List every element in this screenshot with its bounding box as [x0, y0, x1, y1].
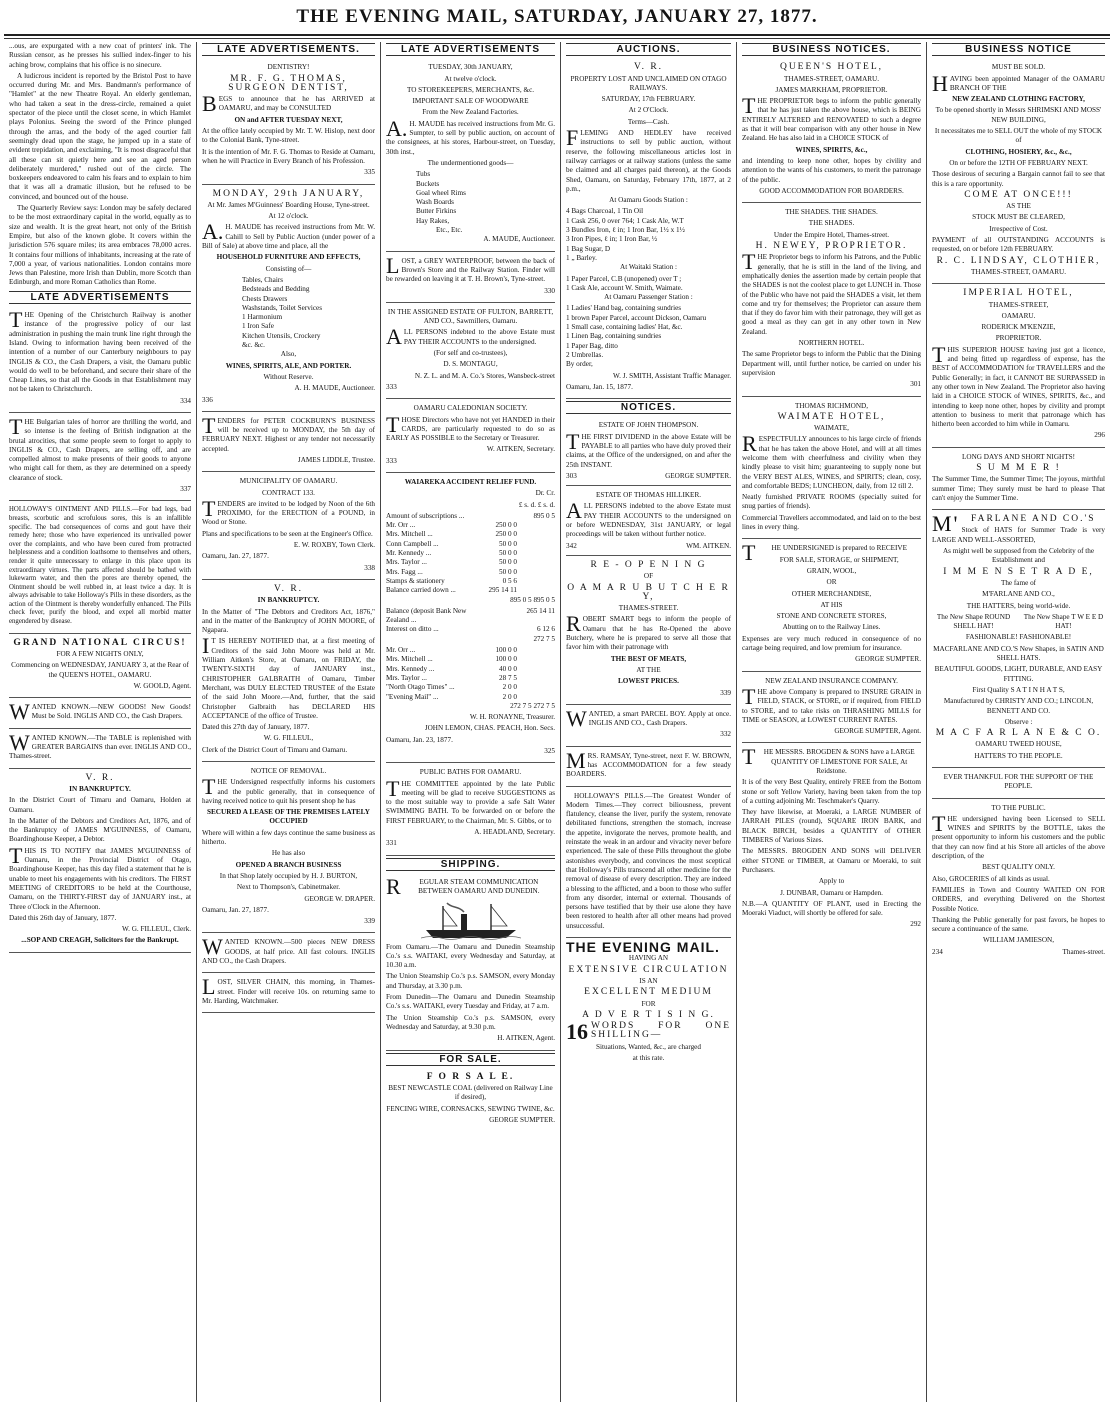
fund-row: Interest on ditto ... 6 12 6 [386, 625, 555, 634]
advertisement: THOMAS RICHMOND, WAIMATE HOTEL, WAIMATE, RESPECTFULLY announces to his large circle of friends that he has taken the above Hotel, and will at all times welcome them with cheerfulness and civility when they kindly please to visit him; guaranteeing to supply none but the VERY BEST ALES, WINES, and SPIRITS; clean, cosy, and comfortable BEDS; LUNCHEON, daily, from 12 till 2. Neatly furnished PRIVATE ROOMS (specially suited for snug parties of friends). Commercial Travellers accommodated, and laid on to the best lines in every thing. [742, 399, 921, 540]
section-header: LATE ADVERTISEMENTS [386, 43, 555, 56]
advertisement: LOST, SILVER CHAIN, this morning, in Thames-street. Finder will receive 10s. on returning same to Mr. Harding, Watchmaker. [202, 975, 375, 1013]
advertisement: M'FARLANE AND CO.'S Stock of HATS for Summer Trade is very LARGE AND WELL-ASSORTED, As might well be supposed from the Celebrity of the Establishment and I M M E N S E T R A D E, The fame of M'FARLANE AND CO., THE HATTERS, being world-wide. The New Shape ROUND SHELL HAT! The New Shape T W E E D HAT! FASHIONABLE! FASHIONABLE! MACFARLANE AND CO.'S New Shapes, in SATIN AND SHELL HATS. BEAUTIFUL GOODS, LIGHT, DURABLE, AND EASY FITTING. First Quality S A T I N H A T S, Manufactured by CHRISTY AND CO.; LINCOLN, BENNETT AND CO. Observe : M A C F A R L A N E & C O. OAMARU TWEED HOUSE, HATTERS TO THE PEOPLE. [932, 512, 1105, 768]
column-3 [380, 42, 560, 1402]
fund-row: Mrs. Mitchell ... 100 0 0 [386, 655, 517, 664]
column-2 [196, 42, 380, 1402]
advertisement: THE Bulgarian tales of horror are thrilling the world, and so intense is the feeling of British indignation at the brutal atrocities, that some people seem to forget to apply to INGLIS & CO., Cash Drapers, are selling off, and are compelled almost to make presents of their goods to anyone who might call for them, as they are determined on a speedy clearance of stock. 337 [9, 415, 191, 501]
advertisement: HOLLOWAY'S OINTMENT AND PILLS.—For bad legs, bad breasts, scorbutic and scrofulous sores, this is an infallible specific. The bad consequences of corns and gout have their remedy here; those who have experienced its unrivalled power over the complaints, and who have been cured from protracted helplessness and a condition loathsome to themselves and others, render it quite unnecessary to enlarge in this place upon its extraordinary virtues. The parts affected should be bathed with lukewarm water, and then the pores are thereby opened, the Ointment should be well rubbed in, at least twice a day. It is always advisable to take Holloway's Pills in these disorders, as the action of the Ointment is thereby wonderfully enhanced. The Pills check fever, purify the blood, and expel all morbid matter engendered by disease. [9, 503, 191, 633]
advertisement: PUBLIC BATHS FOR OAMARU. THE COMMITTEE appointed by the late Public meeting will be glad to receive SUGGESTIONS as to the most suitable way to provide a safe Salt Water SWIMMING BATH. To be forwarded on or before the FIRST FEBRUARY, to the Chairman, Mr. S. Gibbs, or to A. HEADLAND, Secretary. 331 [386, 765, 555, 855]
advertisement: TENDERS for PETER COCKBURN'S BUSINESS will be received up to MONDAY, the 5th day of FEBRUARY NEXT. Highest or any tender not necessarily accepted. JAMES LIDDLE, Trustee. [202, 414, 375, 472]
advertisement: ESTATE OF THOMAS HILLIKER. ALL PERSONS indebted to the above Estate must PAY THEIR ACCOUNTS to the undersigned on or before WEDNESDAY, 31st JANUARY, or legal proceedings will be taken without further notice. 342 WM. AITKEN. [566, 488, 731, 556]
fund-row: Mrs. Kennedy ... 40 0 0 [386, 664, 517, 673]
section-header: BUSINESS NOTICE [932, 43, 1105, 56]
advertisement: WANTED, a smart PARCEL BOY. Apply at once. INGLIS AND CO., Cash Drapers. 332 [566, 707, 731, 747]
fund-row: Mrs. Fagg ... 50 0 0 [386, 567, 517, 576]
advertisement: IMPERIAL HOTEL, THAMES-STREET, OAMARU. RODERICK M'KENZIE, PROPRIETOR. THIS SUPERIOR HOUSE having just got a licence, and being fitted up regardless of expense, has the BEST of ACCOMMODATION for TRAVELLERS and the Public Generally; in fact, it CANNOT BE SURPASSED in any other town in New Zealand. The Proprietor also having laid in a CHOICE STOCK of WINES, SPIRITS, &c., and intending to keep none other, hopes by civility and prompt attention to business to merit that patronage which has hitherto been accorded to him while in Oamaru. 296 [932, 286, 1105, 447]
fund-row: "Evening Mail" ... 2 0 0 [386, 692, 517, 701]
relief-fund-table: WAIAREKA ACCIDENT RELIEF FUND. Dr. Cr. £ s. d. £ s. d. Amount of subscriptions ... 895 0 5 Mr. Orr ... 250 0 0 Mrs. Mitchell ... 250 0 0 Conn Campbell ... 50 0 0 Mr. Kennedy ... 50 0 0 Mrs. Taylor ... 50 0 0 Mrs. Fagg ... 50 0 0 Stamps & stationery 0 5 6 Balance carried down ... 295 14 11 895 0 5 895 0 5 Balance (deposit Bank New Zealand ... 265 14 11 Interest on ditto ... 6 12 6 272 7 5 Mr. Orr ... 100 0 0 Mrs. Mitchell ... 100 0 0 Mrs. Kennedy ... 40 0 0 Mrs. Taylor ... 28 7 5 "North Otago Times" ... 2 0 0 "Evening Mail" ... 2 0 0 272 7 5 272 7 5 W. H. RONAYNE, Treasurer. JOHN LEMON, CHAS. PEACH, Hon. Secs. Oamaru, Jan. 23, 1877. 325 [386, 475, 555, 763]
advertisement: IN THE ASSIGNED ESTATE OF FULTON, BARRETT, AND CO., Sawmillers, Oamaru. ALL PERSONS indebted to the above Estate must PAY THEIR ACCOUNTS to the undersigned. (For self and co-trustees), D. S. MONTAGU, N. Z. L. and M. A. Co.'s Stores, Wansbeck-street 333 [386, 305, 555, 399]
advertisement: DENTISTRY! MR. F. G. THOMAS, SURGEON DENTIST, BEGS to announce that he has ARRIVED at OAMARU, and may be CONSULTED ON and AFTER TUESDAY NEXT, At the office lately occupied by Mr. T. W. Hislop, next door to the Colonial Bank, Tyne-street. It is the intention of Mr. F. G. Thomas to Reside at Oamaru, when he will Practice in Every Branch of his Profession. 335 [202, 60, 375, 184]
fund-row: "North Otago Times" ... 2 0 0 [386, 683, 517, 692]
advertisement: THE UNDERSIGNED is prepared to RECEIVE FOR SALE, STORAGE, or SHIPMENT, GRAIN, WOOL, OR OTHER MERCHANDISE, AT HIS STONE AND CONCRETE STORES, Abutting on to the Railway Lines. Expenses are very much reduced in consequence of no cartage being required, and low premium for insurance. GEORGE SUMPTER. [742, 541, 921, 671]
column-4 [560, 42, 736, 1402]
fund-rows [386, 512, 555, 596]
steamship-icon [421, 900, 521, 940]
advertisement: NEW ZEALAND INSURANCE COMPANY. THE above Company is prepared to INSURE GRAIN in FIELD, STACK, or STORE, or if required, from FIELD to STORE, and to take risks on THRASHING MILLS for TIME or SEASON, at LOWEST CURRENT RATES. GEORGE SUMPTER, Agent. [742, 674, 921, 744]
section-header: LATE ADVERTISEMENTS [9, 291, 191, 304]
fund-row: Mrs. Mitchell ... 250 0 0 [386, 530, 517, 539]
advertisement: EVER THANKFUL FOR THE SUPPORT OF THE PEOPLE. [932, 770, 1105, 799]
advertisement: MONDAY, 29th JANUARY, At Mr. James M'Guinness' Boarding House, Tyne-street. At 12 o'clock. A.H. MAUDE has received instructions from Mr. W. Cahill to Sell by Public Auction (under power of a Bill of Sale) at above time and place, all the HOUSEHOLD FURNITURE AND EFFECTS, Consisting of— Tables, Chairs Bedsteads and Bedding Chests Drawers Washstands, Toilet Services 1 Harmonium 1 Iron Safe Kitchen Utensils, Crockery &c. &c. Also, WINES, SPIRITS, ALE, AND PORTER. Without Reserve. A. H. MAUDE, Auctioneer. 336 [202, 187, 375, 412]
fund-row: Mr. Kennedy ... 50 0 0 [386, 549, 517, 558]
advertisement: V. R. IN BANKRUPTCY. In the District Court of Timaru and Oamaru, Holden at Oamaru. In the Matter of the Debtors and Creditors Act, 1876, and of the Bankruptcy of JAMES M'GUINNESS, of Oamaru, Boardinghouse Keeper, a Debtor. THIS IS TO NOTIFY that JAMES M'GUINNESS of Oamaru, in the Provincial District of Otago, Boardinghouse Keeper, has this day filed a statement that he is unable to meet his engagements with his creditors. The FIRST MEETING of CREDITORS to be held at the Courthouse, Oamaru, on the THIRTY-FIRST day of JANUARY inst., at Three o'Clock in the Afternoon. Dated this 26th day of January, 1877. W. G. FILLEUL, Clerk. ...SOP AND CREAGH, Solicitors for the Bankrupt. [9, 771, 191, 953]
column-5 [736, 42, 926, 1402]
advertisement: THE MESSRS. BROGDEN & SONS have a LARGE QUANTITY OF LIMESTONE FOR SALE, At Reidstone. It is of the very Best Quality, entirely FREE from the Bottom stone or soft Yellow Variety, having been taken from the top of a cutting adjoining Mr. Teschmaker's Quarry. They have likewise, at Moeraki, a LARGE NUMBER of JARRAH PILES (round), SQUARE IRON BARK, and BLACK BIRCH, besides a QUANTITY of OTHER TIMBERS of Various Sizes. The MESSRS. BROGDEN AND SONS will DELIVER either STONE or TIMBER, at Oamaru or Moeraki, to suit Purchasers. Apply to J. DUNBAR, Oamaru or Hampden. N.B.—A QUANTITY OF PLANT, used in Erecting the Moeraki Viaduct, will shortly be offered for sale. 292 [742, 744, 921, 929]
advertisement: WANTED KNOWN.—The TABLE is replenished with GREATER BARGAINS than ever. INGLIS AND CO., Thames-street. [9, 731, 191, 769]
section-header: BUSINESS NOTICES. [742, 43, 921, 56]
advertisement: TO THE PUBLIC. THE undersigned having been Licensed to SELL WINES and SPIRITS by the BOTTLE, takes the present opportunity to inform his customers and the public that they can now find at his Store all articles of the above description, of the BEST QUALITY ONLY. Also, GROCERIES of all kinds as usual. FAMILIES in Town and Country WAITED ON FOR ORDERS, and everything Delivered on the Shortest Possible Notice. Thanking the Public generally for past favors, he hopes to secure a continuance of the same. WILLIAM JAMIESON, 234 Thames-street. [932, 803, 1105, 956]
masthead-rule [4, 34, 1110, 36]
advertisement: MUNICIPALITY OF OAMARU. CONTRACT 133. TENDERS are invited to be lodged by Noon of the 6th PROXIMO, for the ERECTION of a POUND, in Wood or Stone. Plans and specifications to be seen at the Engineer's Office. E. W. ROXBY, Town Clerk. Oamaru, Jan. 27, 1877. 338 [202, 474, 375, 580]
advertisement: MUST BE SOLD. HAVING been appointed Manager of the OAMARU BRANCH OF THE NEW ZEALAND CLOTHING FACTORY, To be opened shortly in Messrs SHRIMSKI AND MOSS' NEW BUILDING, It necessitates me to SELL OUT the whole of my STOCK of CLOTHING, HOSIERY, &c., &c., On or before the 12TH OF FEBRUARY NEXT. Those desirous of securing a Bargain cannot fail to see that this is a rare opportunity. COME AT ONCE!!! AS THE STOCK MUST BE CLEARED, Irrespective of Cost. PAYMENT of all OUTSTANDING ACCOUNTS is requested, on or before 12th FEBRUARY. R. C. LINDSAY, CLOTHIER, THAMES-STREET, OAMARU. [932, 60, 1105, 284]
fund-row: Mrs. Taylor ... 50 0 0 [386, 558, 517, 567]
section-header: FOR SALE. [386, 1053, 555, 1066]
advertisement: LONG DAYS AND SHORT NIGHTS! S U M M E R ! The Summer Time, the Summer Time; The joyous, mirthful summer Time; They surely must be hard to please That can't enjoy the Summer Time. [932, 450, 1105, 510]
advertisement: V. R. PROPERTY LOST AND UNCLAIMED ON OTAGO RAILWAYS. SATURDAY, 17th FEBRUARY. At 2 O'Clock. Terms—Cash. FLEMING AND HEDLEY have received instructions to sell by public auction, without reserve, the following miscellaneous articles lost in railway carriages or at railway stations (unless the same be claimed and all charges paid thereon), at the Goods Shed, Oamaru, on Saturday, February 17th, 1877, at 2 p.m., At Oamaru Goods Station : 4 Bags Charcoal, 1 Tin Oil 1 Cask 256, 0 over 764; 1 Cask Ale, W.T 3 Bundles Iron, ℓ in; 1 Iron Bar, 1½ x 1½ 3 Iron Pipes, ℓ in; 1 Iron Bar, ½ 1 Bag Sugar, D 1 „ Barley. At Waitaki Station : 1 Paper Parcel, C.B (unopened) over T ; 1 Cask Ale, account W. Smith, Waimate. At Oamaru Passenger Station : 1 Ladies' Hand bag, containing sundries 1 brown Paper Parcel, account Dickson, Oamaru 1 Small case, containing ladies' Hat, &c. 1 Linen Bag, containing sundries 1 Paper Bag, ditto 2 Umbrellas. By order, W. J. SMITH, Assistant Traffic Manager. Oamaru, Jan. 15, 1877. [566, 60, 731, 399]
section-header: NOTICES. [566, 401, 731, 414]
advertisement: THE SHADES. THE SHADES. THE SHADES. Under the Empire Hotel, Thames-street. H. NEWEY, PROPRIETOR. THE Proprietor begs to inform his Patrons, and the Public generally, that he is still in the land of the living, and emphatically denies the assertion made by certain people that the SHADES is not the coolest place to get LUNCH in. Those of the Public who have not paid the SHADES a visit, let them come and try for themselves; the Proprietor can assure them that if they do favor him with their patronage, they will get as good a meal as they can get in any other town in New Zealand. NORTHERN HOTEL. The same Proprietor begs to inform the Public that the Dining Department will, until further notice, be carried on under his supervision 301 [742, 205, 921, 396]
advertisement: GRAND NATIONAL CIRCUS! FOR A FEW NIGHTS ONLY, Commencing on WEDNESDAY, JANUARY 3, at the Rear of the QUEEN'S HOTEL, OAMARU. W. GOOLD, Agent. [9, 636, 191, 698]
fund-rows [386, 607, 555, 635]
advertisement: ESTATE OF JOHN THOMPSON. THE FIRST DIVIDEND in the above Estate will be PAYABLE to all parties who have duly proved their claims, at the Office of the undersigned, on and after the 25th INSTANT. 303 GEORGE SUMPTER. [566, 418, 731, 486]
advertisement: REGULAR STEAM COMMUNICATION BETWEEN OAMARU AND DUNEDIN. From Oamaru.—The Oamaru and Dunedin Steamship Co.'s s.s. WAITAKI, every Wednesday and Saturday, at 10.30 a.m. The Union Steamship Co.'s p.s. SAMSON, every Monday and Thursday, at 3.30 p.m. From Dunedin—The Oamaru and Dunedin Steamship Co.'s s.s. WAITAKI, every Tuesday and Friday, at 7 a.m. The Union Steamship Co.'s p.s. SAMSON, every Wednesday and Saturday, at 9.30 p.m. H. AITKEN, Agent. [386, 875, 555, 1051]
masthead-rule-thin [4, 38, 1110, 39]
section-header: AUCTIONS. [566, 43, 731, 56]
section-header: LATE ADVERTISEMENTS. [202, 43, 375, 56]
advertisement: LOST, a GREY WATERPROOF, between the back of Brown's Store and the Railway Station. Finder will be rewarded on leaving it at T. H. Brown's, Tyne-street. 330 [386, 254, 555, 303]
fund-row: Mrs. Taylor ... 28 7 5 [386, 673, 517, 682]
advertisement: TUESDAY, 30th JANUARY, At twelve o'clock. TO STOREKEEPERS, MERCHANTS, &c. IMPORTANT SALE OF WOODWARE From the New Zealand Factories. A.H. MAUDE has received instructions from Mr. G. Sumpter, to sell by public auction, on account of the consignees, at his stores, Harbour-street, on Tuesday, 30th inst., The undermentioned goods— Tubs Buckets Goal wheel Rims Wash Boards Butter Firkins Hay Rakes, Etc., Etc. A. MAUDE, Auctioneer. [386, 60, 555, 251]
fund-row: Mr. Orr ... 100 0 0 [386, 646, 517, 655]
fund-row: Conn Campbell ... 50 0 0 [386, 539, 517, 548]
masthead: THE EVENING MAIL, SATURDAY, JANUARY 27, 1877. [296, 6, 818, 27]
fund-row: Stamps & stationery 0 5 6 [386, 576, 517, 585]
paragraph: The Quarterly Review says: London may be safely declared to be the most extraordinary capital in the world, equally as to size and wealth. It is the great heart, not only of the British Empire, but also of the known globe. It covers within the jurisdiction 576 square miles; its area embraces 78,000 acres. It contains four millions of inhabitants, increasing at the rate of 7,000 a year, of various nationalities. London contains more Jews than Palestine, more Irish than Dublin, more Scotch than Edinburgh, and more Roman Catholics than Rome. [9, 204, 191, 287]
advertisement: QUEEN'S HOTEL, THAMES-STREET, OAMARU. JAMES MARKHAM, PROPRIETOR. THE PROPRIETOR begs to inform the public generally that he has just taken the above house, which is BEING ENTIRELY ALTERED and RENOVATED to such a degree as that it will bear comparison with any other house in New Zealand. He has also laid in a CHOICE STOCK of WINES, SPIRITS, &c., and intending to keep none other, hopes by civility and attention to the wants of his customers, to merit the patronage of the public. GOOD ACCOMMODATION FOR BOARDERS. [742, 60, 921, 203]
advertisement: V. R. IN BANKRUPTCY. In the Matter of "The Debtors and Creditors Act, 1876," and in the matter of the Bankruptcy of JOHN MOORE, of Ngapara. IT IS HEREBY NOTIFIED that, at a first meeting of Creditors of the said John Moore was held at Mr. William Aitken's Store, at Oamaru, on FRIDAY, the TWENTY-SIXTH day of JANUARY inst., CHRISTOPHER GALBRAITH of Oamaru, Timber Merchant, was DULY ELECTED TRUSTEE of the Estate of the said John Moore.—And, further, that the said Christopher Galbraith has DECLARED HIS ACCEPTANCE of the office of Trustee. Dated this 27th day of January, 1877. W. G. FILLEUL, Clerk of the District Court of Timaru and Oamaru. [202, 582, 375, 762]
paragraph: ...ous, are expurgated with a new coat of printers' ink. The Russian censor, as he presses his sullied index-finger to his aching brow, complains that his office is no sinecure. [9, 42, 191, 69]
fund-row: Mr. Orr ... 250 0 0 [386, 521, 517, 530]
advertisement: THE Opening of the Christchurch Railway is another instance of the progressive policy of our last administration in pushing the main trunk line right through the Island. Owing to information having been received of the intention of a number of our Canterbury neighbours to pay INGLIS & CO., the Cash Drapers, a visit, the Oamaru public would do well to be beforehand, and secure their share of the Cheap Lines, so that all the Goods in that Establishment may not be taken to Christchurch. 334 [9, 308, 191, 413]
fund-row: Balance carried down ... 295 14 11 [386, 586, 517, 595]
advertisement: F O R S A L E. BEST NEWCASTLE COAL (delivered on Railway Line if desired), FENCING WIRE, CORNSACKS, SEWING TWINE, &c. GEORGE SUMPTER. [386, 1071, 555, 1125]
advertisement: WANTED KNOWN.—500 pieces NEW DRESS GOODS, at half price. All fast colours. INGLIS AND CO., the Cash Drapers. [202, 935, 375, 973]
column-1 [4, 42, 196, 1402]
evening-mail-advert: THE EVENING MAIL. HAVING AN EXTENSIVE CIRCULATION IS AN EXCELLENT MEDIUM FOR A D V E R T I S I N G. 16 WORDS FOR ONE SHILLING— Situations, Wanted, &c., are charged at this rate. [566, 939, 731, 1063]
advertisement: WANTED KNOWN.—NEW GOODS! New Goods! Must be Sold. INGLIS AND CO., the Cash Drapers. [9, 700, 191, 729]
advertisement: OAMARU CALEDONIAN SOCIETY. THOSE Directors who have not yet HANDED in their CARDS, are particularly requested to do so as EARLY AS POSSIBLE to the Secretary or Treasurer. W. AITKEN, Secretary. 333 [386, 401, 555, 473]
paragraph: A ludicrous incident is reported by the Bristol Post to have occurred during Mr. and Mrs. Bandmann's performance of "Hamlet" at the new Theatre Royal. An elderly gentleman, who had taken a seat in the dress-circle, remained a quiet spectator of the piece until the closet scene, in which Hamlet plays Polonius. Seeing the sword of the Prince plunged through the arras, and the body of the aged courtier fall seemingly dead upon the stage, he jumped up in a state of evident trepidation, and exclaiming, "It is most disgraceful that all these can sit quietly here and see an aged person deliberately murdered," rushed out of the circle. The boxkeepers endeavored to calm his fears and to explain to him that it was all a dramatic illusion, but he refused to be convinced, and bounced out of the house. [9, 71, 191, 201]
advertisement: MRS. RAMSAY, Tyne-street, next F. W. BROWN, has ACCOMMODATION for a few steady BOARDERS. [566, 749, 731, 787]
column-6 [926, 42, 1110, 1402]
advertisement: HOLLOWAY'S PILLS.—The Greatest Wonder of Modern Times.—They correct biliousness, prevent flatulency, cleanse the liver, purify the system, renovate debilitated functions, strengthen the stomach, increase the appetite, invigorate the nerves, promote health, and reinstate the weak in an ardour and vivacity never before experienced. The sale of these Pills throughout the globe astonishes everybody, and convinces the most sceptical that Holloway's Pills transcend all other medicine for the removal of disease of every description. They are indeed a blessing to the afflicted, and a boon to those who suffer from any disorder, internal or external. Thousands of persons have testified that by their use alone they have been restored to health after all other means had proved unsuccessful. [566, 789, 731, 938]
fund-row: Balance (deposit Bank New Zealand ... 265 14 11 [386, 606, 555, 625]
fund-row: Amount of subscriptions ... 895 0 5 [386, 511, 555, 520]
advertisement: NOTICE OF REMOVAL. THE Undersigned respectfully informs his customers and the public generally, that in consequence of having received notice to quit his present shop he has SECURED A LEASE OF THE PREMISES LATELY OCCUPIED Where will within a few days continue the same business as hitherto. He has also OPENED A BRANCH BUSINESS In that Shop lately occupied by H. J. BURTON, Next to Thompson's, Cabinetmaker. GEORGE W. DRAPER. Oamaru, Jan. 27, 1877. 339 [202, 764, 375, 933]
advertisement: R E - O P E N I N G OF O A M A R U B U T C H E R Y, THAMES-STREET. ROBERT SMART begs to inform the people of Oamaru that he has Re-Opened the above Butchery, where he is prepared to serve all those that favor him with their patronage with THE BEST OF MEATS, AT THE LOWEST PRICES. 339 [566, 558, 731, 705]
fund-rows [386, 646, 555, 702]
section-header: SHIPPING. [386, 858, 555, 871]
